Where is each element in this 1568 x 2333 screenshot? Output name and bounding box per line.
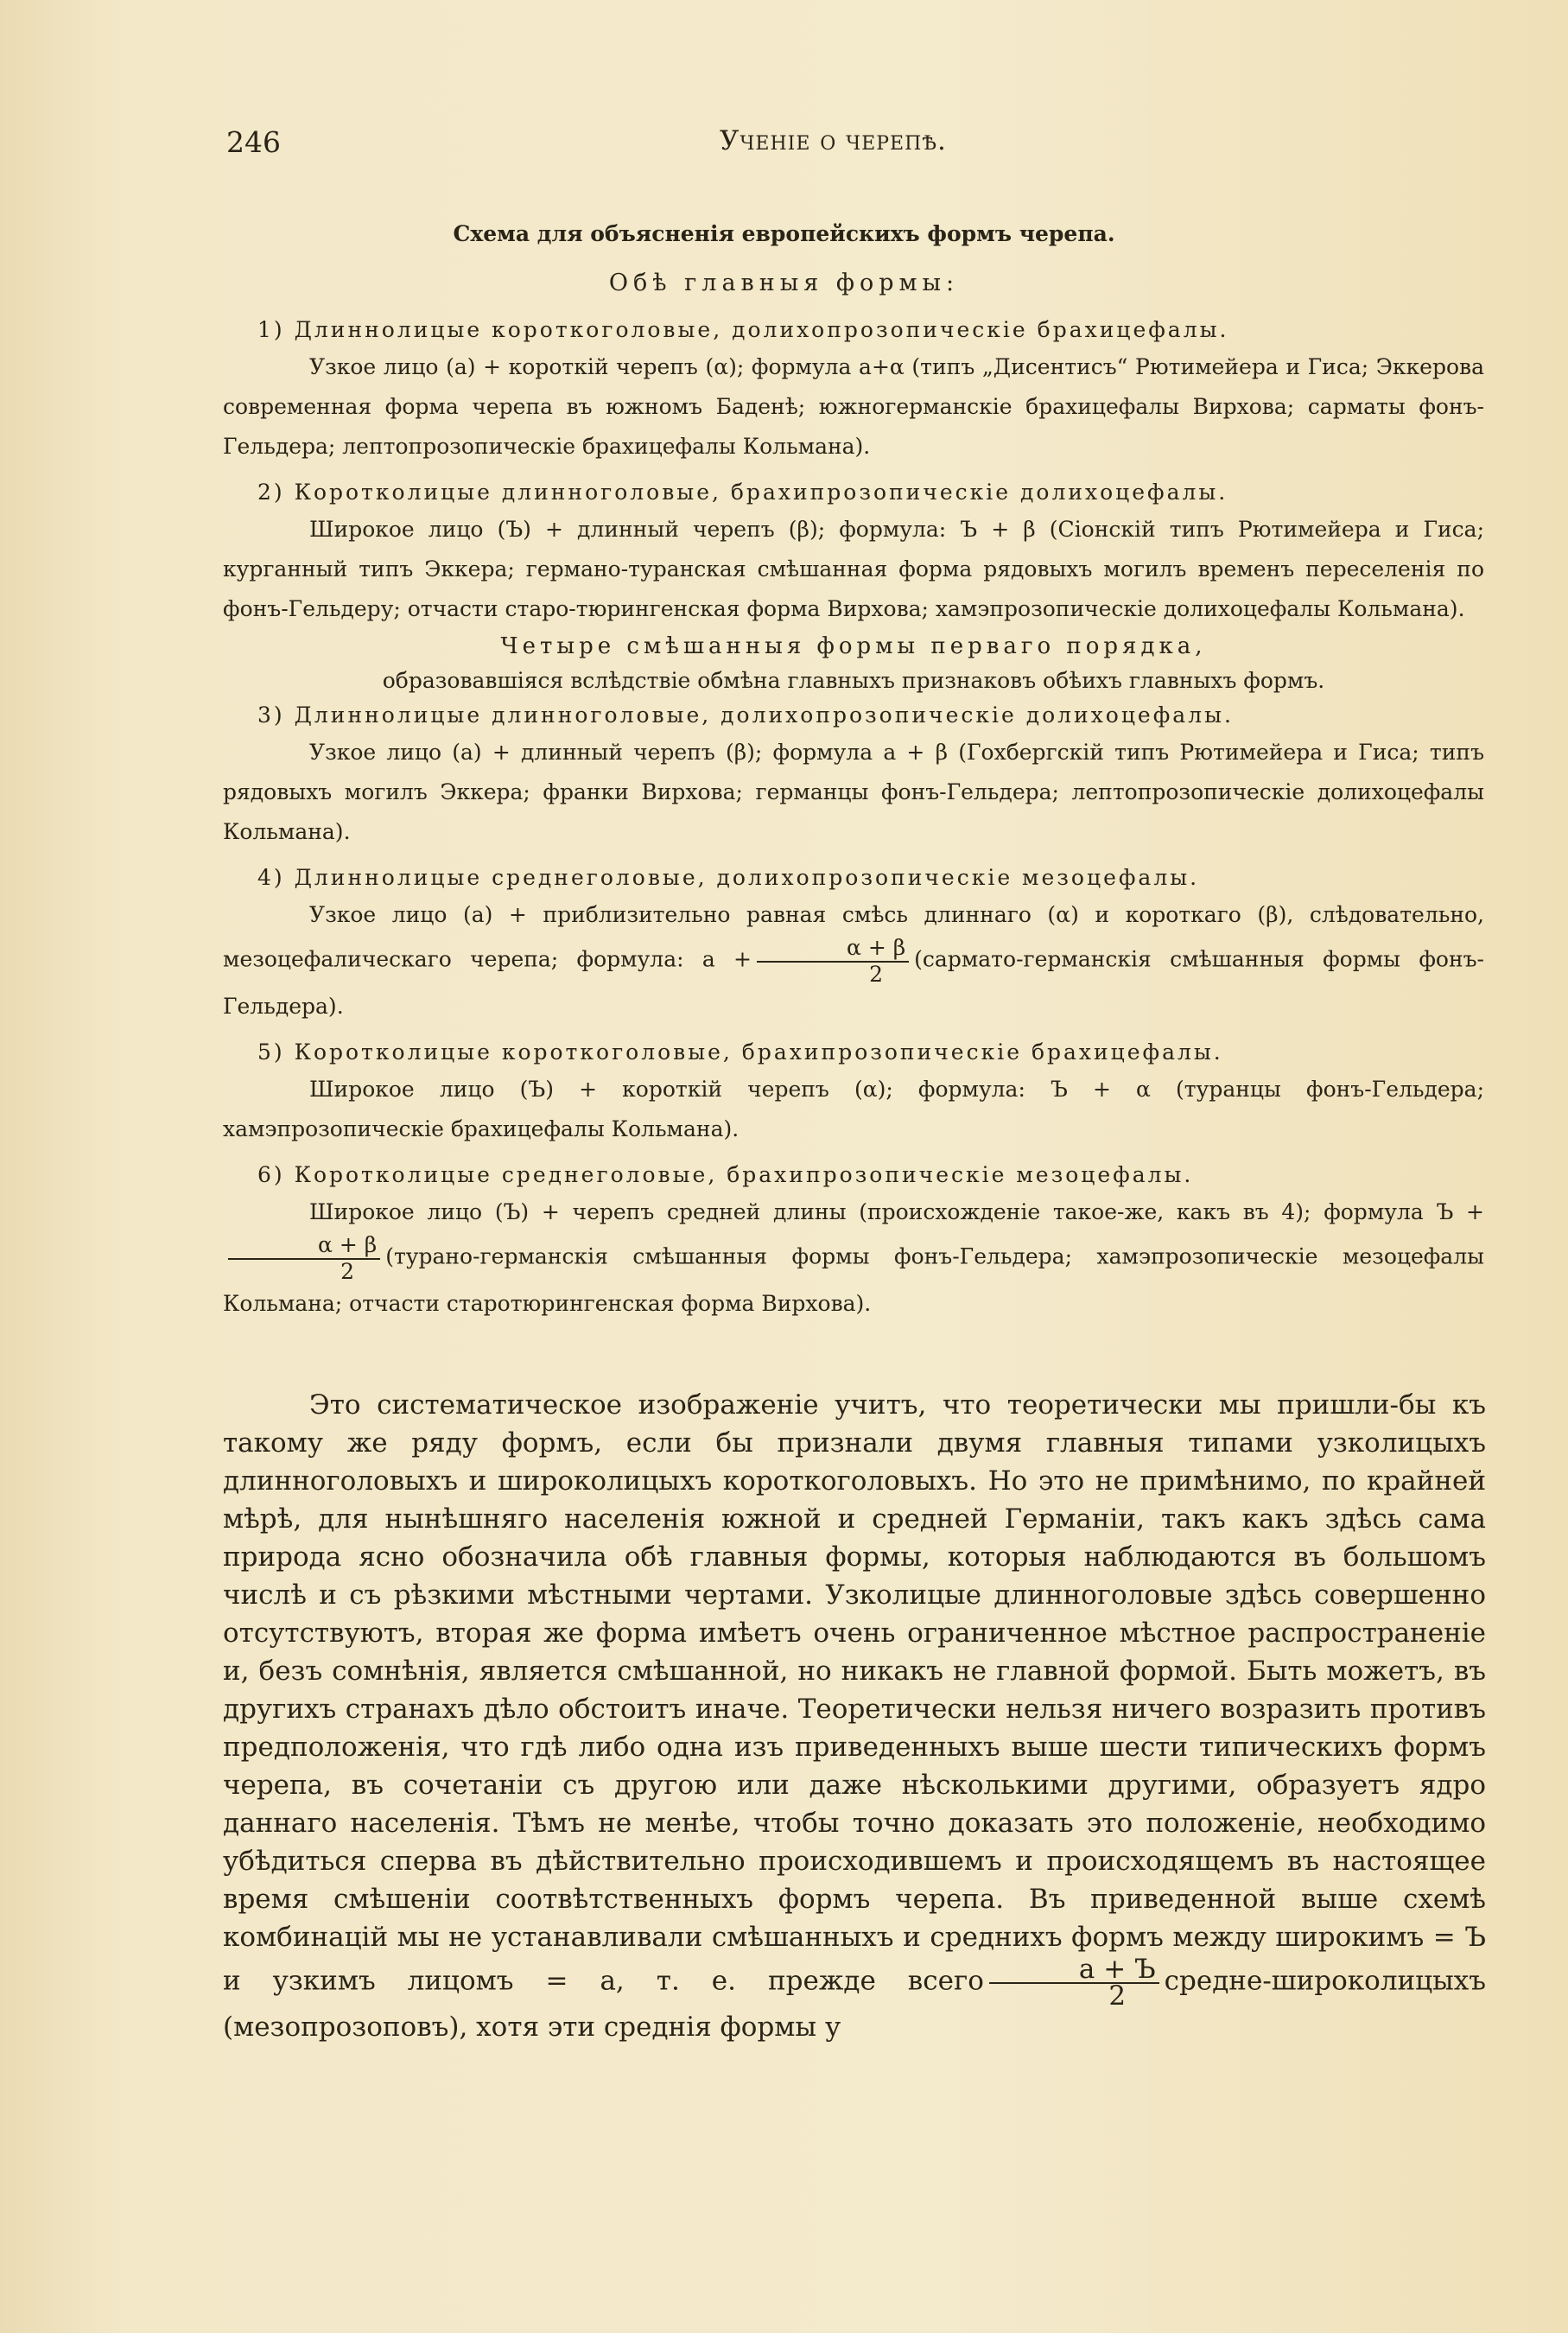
page-number: 246 (226, 125, 281, 159)
form-2-heading: 2) Коротколицые длинноголовые, брахипрозопическіе долихоцефалы. (257, 480, 1228, 505)
form-4-description (223, 895, 1484, 1027)
fraction-numerator: α + β (228, 1232, 380, 1260)
running-header: Ученіе о черепѣ. (720, 125, 947, 156)
section-heading-main-forms: Обѣ главныя формы: (608, 270, 960, 296)
form-3-description: Узкое лицо (a) + длинный черепъ (β); формула a + β (Гохбергскій типъ Рютимейера и Гиса; типъ рядовыхъ могилъ Эккера; франки Вирхова; германцы фонъ-Гельдера; лептопрозопическіе долихоцефалы Кольмана). (223, 740, 1484, 844)
fraction-numerator: a + Ъ (989, 1956, 1159, 1984)
section-heading-mixed-forms: Четыре смѣшанныя формы перваго порядка, (500, 633, 1207, 659)
form-6-text-a: Широкое лицо (Ъ) + черепъ средней длины (происхожденіе такое-же, какъ въ 4); формула Ъ + (309, 1199, 1484, 1224)
form-3-heading: 3) Длиннолицые длинноголовые, долихопрозопическіе долихоцефалы. (257, 702, 1234, 728)
formula-fraction (228, 1232, 380, 1284)
fraction-numerator: α + β (757, 935, 909, 963)
body-text-b: средне-широколицыхъ (мезопрозоповъ), хотя эти среднія формы у (223, 1965, 1486, 2043)
scheme-title: Схема для объясненія европейскихъ формъ черепа. (453, 221, 1115, 246)
fraction-denominator: 2 (340, 1259, 355, 1284)
form-4-text-b: (сармато-германскія смѣшанныя формы фонъ-Гельдера). (223, 946, 1484, 1019)
body-paragraph (223, 1386, 1486, 2046)
form-6-heading: 6) Коротколицые среднеголовые, брахипрозопическіе мезоцефалы. (257, 1162, 1194, 1187)
form-5-heading: 5) Коротколицые короткоголовые, брахипрозопическіе брахицефалы. (257, 1039, 1223, 1065)
body-text (223, 1386, 1486, 2046)
formula-fraction (989, 1954, 1159, 2012)
form-6-description (223, 1192, 1484, 1324)
form-4-heading: 4) Длиннолицые среднеголовые, долихопрозопическіе мезоцефалы. (257, 865, 1200, 890)
form-1-heading: 1) Длиннолицые короткоголовые, долихопрозопическіе брахицефалы. (257, 317, 1229, 342)
form-1-description: Узкое лицо (a) + короткій черепъ (α); формула a+α (типъ „Дисентисъ“ Рютимейера и Гиса; Эккерова современная форма черепа въ южномъ Баденѣ; южногерманскіе брахицефалы Вирхова; сарматы фонъ-Гельдера; лептопрозопическіе брахицефалы Кольмана). (223, 354, 1484, 459)
form-4-text-a: Узкое лицо (a) + приблизительно равная смѣсь длиннаго (α) и короткаго (β), слѣдовательно, мезоцефалическаго черепа; формула: a + (223, 902, 1484, 972)
form-6-text-b: (турано-германскія смѣшанныя формы фонъ-Гельдера; хамэпрозопическіе мезоцефалы Кольмана; отчасти старотюрингенская форма Вирхова). (223, 1243, 1484, 1316)
form-5-description: Широкое лицо (Ъ) + короткій черепъ (α); формула: Ъ + α (туранцы фонъ-Гельдера; хамэпрозопическіе брахицефалы Кольмана). (223, 1077, 1484, 1141)
body-text-a: Это систематическое изображеніе учитъ, что теоретически мы пришли-бы къ такому же ряду формъ, если бы признали двумя главныя типами узколицыхъ длинноголовыхъ и широколицыхъ короткоголовыхъ. Но это не примѣнимо, по крайней мѣрѣ, для нынѣшняго населенія южной и средней Германіи, такъ какъ здѣсь сама природа ясно обозначила обѣ главныя формы, которыя наблюдаются въ большомъ числѣ и съ рѣзкими мѣстными чертами. Узколицые длинноголовые здѣсь совершенно отсутствуютъ, вторая же форма имѣетъ очень ограниченное мѣстное распространеніе и, безъ сомнѣнія, является смѣшанной, но никакъ не главной формой. Быть можетъ, въ другихъ странахъ дѣло обстоитъ иначе. Теоретически нельзя ничего возразить противъ предположенія, что гдѣ либо одна изъ приведенныхъ выше шести типическихъ формъ черепа, въ сочетаніи съ другою или даже нѣсколькими другими, образуетъ ядро даннаго населенія. Тѣмъ не менѣе, чтобы точно доказать это положеніе, необходимо убѣдиться сперва въ дѣйствительно происходившемъ и происходящемъ въ настоящее время смѣшеніи соотвѣтственныхъ формъ черепа. Въ приведенной выше схемѣ комбинацій мы не устанавливали смѣшанныхъ и среднихъ формъ между широкимъ = Ъ и узкимъ лицомъ = a, т. е. прежде всего (223, 1389, 1486, 1997)
section-subheading-mixed-forms: образовавшіяся вслѣдствіе обмѣна главныхъ признаковъ обѣихъ главныхъ формъ. (382, 668, 1325, 693)
scheme-list (223, 313, 1484, 1324)
formula-fraction (757, 935, 909, 987)
form-2-description: Широкое лицо (Ъ) + длинный черепъ (β); формула: Ъ + β (Сіонскій типъ Рютимейера и Гиса; курганный типъ Эккера; германо-туранская смѣшанная форма рядовыхъ могилъ временъ переселенія по фонъ-Гельдеру; отчасти старо-тюрингенская форма Вирхова; хамэпрозопическіе долихоцефалы Кольмана). (223, 517, 1484, 621)
fraction-denominator: 2 (869, 962, 884, 987)
fraction-denominator: 2 (1108, 1980, 1127, 2012)
